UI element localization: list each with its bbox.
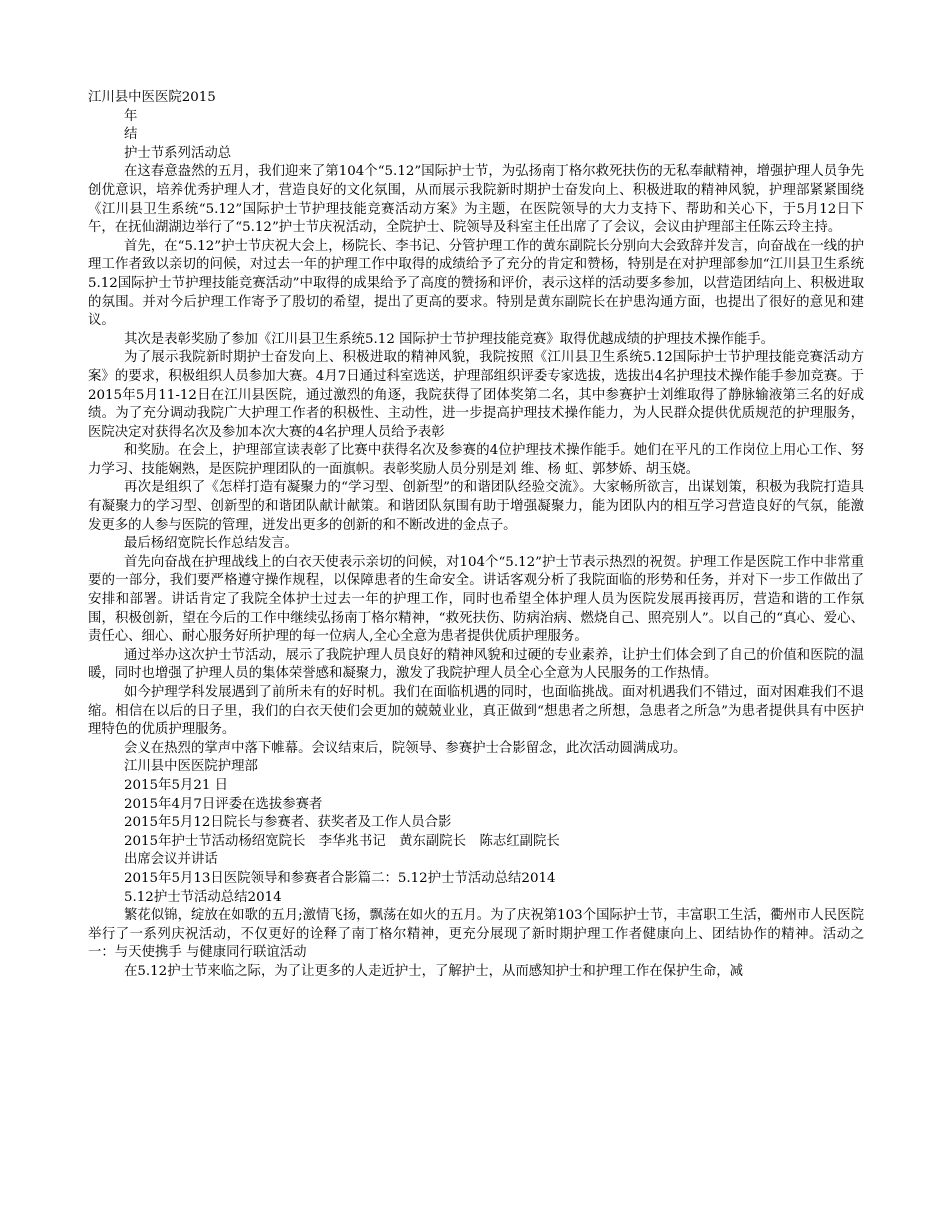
- photo-caption: 2015年5月13日医院领导和参赛者合影篇二：5.12护士节活动总结2014: [124, 870, 556, 886]
- photo-caption: 出席会议并讲话: [124, 852, 218, 868]
- paragraph-2014-continued: 在5.12护士节来临之际，为了让更多的人走近护士，了解护士，从而感知护士和护理工作在保护生命，减: [124, 963, 743, 979]
- photo-caption: 2015年护士节活动杨绍宽院长 李华兆书记 黄东副院长 陈志红副院长: [124, 833, 560, 849]
- paragraph-award: 其次是表彰奖励了参加《江川县卫生系统5.12 国际护士节护理技能竞赛》取得优越成绩的护理技术操作能手。: [124, 331, 775, 347]
- paragraph-outlook: 如今护理学科发展遇到了前所未有的好时机。我们在面临机遇的同时，也面临挑战。面对机遇我们不错过，面对困难我们不退缩。相信在以后的日子里，我们的白衣天使们会更加的兢兢业业，真正做到“想患者之所想，急患者之所急”为患者提供具有中医护理特色的优质护理服务。: [88, 685, 864, 738]
- section-title: 5.12护士节活动总结2014: [124, 889, 282, 905]
- paragraph-leaders-speech: 首先，在“5.12”护士节庆祝大会上，杨院长、李书记、分管护理工作的黄东副院长分别向大会致辞并发言，向奋战在一线的护理工作者致以亲切的问候，对过去一年的护理工作中取得的成绩给予了充分的肯定和赞杨，特别是在对护理部参加“江川县卫生系统5.12国际护士节护理技能竞赛活动”中取得的成果给予了高度的赞扬和评价，表示这样的活动要多参加，以营造团结向上、积极进取的氛围。并对今后护理工作寄予了殷切的希望，提出了更高的要求。特别是黄东副院长在护患沟通方面，也提出了很好的意见和建议。: [88, 238, 864, 329]
- signature-date: 2015年5月21 日: [124, 777, 229, 793]
- paragraph-team-exchange: 再次是组织了《怎样打造有凝聚力的“学习型、创新型”的和谐团队经验交流》。大家畅所欲言，出谋划策，积极为我院打造具有凝聚力的学习型、创新型的和谐团队献计献策。和谐团队氛围有助于增强凝聚力，能为团队内的相互学习营造良好的气氛，能激发更多的人参与医院的管理，迸发出更多的创新的和不断改进的金点子。: [88, 480, 864, 533]
- paragraph-2014-intro: 繁花似锦，绽放在如歌的五月;激情飞扬，飘荡在如火的五月。为了庆祝第103个国际护士节，丰富职工生活，衢州市人民医院举行了一系列庆祝活动，不仅更好的诠释了南丁格尔精神，更充分展现了新时期护理工作者健康向上、团结协作的精神。活动之一：与天使携手 与健康同行联谊活动: [88, 908, 864, 961]
- photo-caption: 2015年5月12日院长与参赛者、获奖者及工作人员合影: [124, 815, 452, 831]
- paragraph-dean-speech: 首先向奋战在护理战线上的白衣天使表示亲切的问候，对104个“5.12”护士节表示热烈的祝贺。护理工作是医院工作中非常重要的一部分，我们要严格遵守操作规程，以保障患者的生命安全。讲话客观分析了我院面临的形势和任务，并对下一步工作做出了安排和部署。讲话肯定了我院全体护士过去一年的护理工作，同时也希望全体护理人员为医院发展再接再厉，营造和谐的工作氛围，积极创新，望在今后的工作中继续弘扬南丁格尔精神，“救死扶伤、防病治病、燃烧自己、照亮别人”。以自己的“真心、爱心、责任心、细心、耐心服务好所护理的每一位病人,全心全意为患者提供优质护理服务。: [88, 554, 864, 645]
- paragraph-significance: 通过举办这次护士节活动，展示了我院护理人员良好的精神风貌和过硬的专业素养，让护士们体会到了自己的价值和医院的温暖，同时也增强了护理人员的集体荣誉感和凝聚力，激发了我院护理人员全心全意为人民服务的工作热情。: [88, 647, 864, 682]
- paragraph-conclusion: 会义在热烈的掌声中落下帷幕。会议结束后，院领导、参赛护士合影留念，此次活动圆满成功。: [124, 740, 687, 756]
- paragraph-closing-speech: 最后杨绍宽院长作总结发言。: [124, 536, 299, 552]
- title-fragment: 护士节系列活动总: [124, 145, 232, 161]
- document-page: [88, 89, 864, 982]
- title-fragment: 年: [124, 108, 138, 124]
- paragraph-intro: 在这春意盎然的五月，我们迎来了第104个“5.12”国际护士节，为弘扬南丁格尔救死扶伤的无私奉献精神，增强护理人员争先创优意识，培养优秀护理人才，营造良好的文化氛围，从而展示我院新时期护士奋发向上、积极进取的精神风貌，护理部紧紧围绕《江川县卫生系统“5.12”国际护士节护理技能竞赛活动方案》为主题，在医院领导的大力支持下、帮助和关心下，于5月12日下午，在抚仙湖湖边举行了“5.12”护士节庆祝活动，全院护士、院领导及科室主任出席了了会议，会议由护理部主任陈云玲主持。: [88, 164, 864, 236]
- title-fragment: 结: [124, 127, 138, 143]
- signature-department: 江川县中医医院护理部: [124, 759, 258, 775]
- document-title: 江川县中医医院2015: [88, 90, 216, 105]
- paragraph-competition: 为了展示我院新时期护士奋发向上、积极进取的精神风貌，我院按照《江川县卫生系统5.12国际护士节护理技能竞赛活动方案》的要求，积极组织人员参加大赛。4月7日通过科室选送，护理部组织评委专家选拔，选拔出4名护理技术操作能手参加竞赛。于2015年5月11-12日在江川县医院，通过激烈的角逐，我院获得了团体奖第二名，其中参赛护士刘维取得了静脉输液第三名的好成绩。为了充分调动我院广大护理工作者的积极性、主动性，进一步提高护理技术操作能力，为人民群众提供优质规范的护理服务，医院决定对获得名次及参加本次大赛的4名护理人员给予表彰: [88, 350, 864, 440]
- photo-caption: 2015年4月7日评委在选拔参赛者: [124, 796, 323, 812]
- paragraph-commendation: 和奖励。在会上，护理部宣读表彰了比赛中获得名次及参赛的4位护理技术操作能手。她们在平凡的工作岗位上用心工作、努力学习、技能娴熟，是医院护理团队的一面旗帜。表彰奖励人员分别是刘 维、杨 虹、郭梦娇、胡玉娆。: [88, 443, 864, 477]
